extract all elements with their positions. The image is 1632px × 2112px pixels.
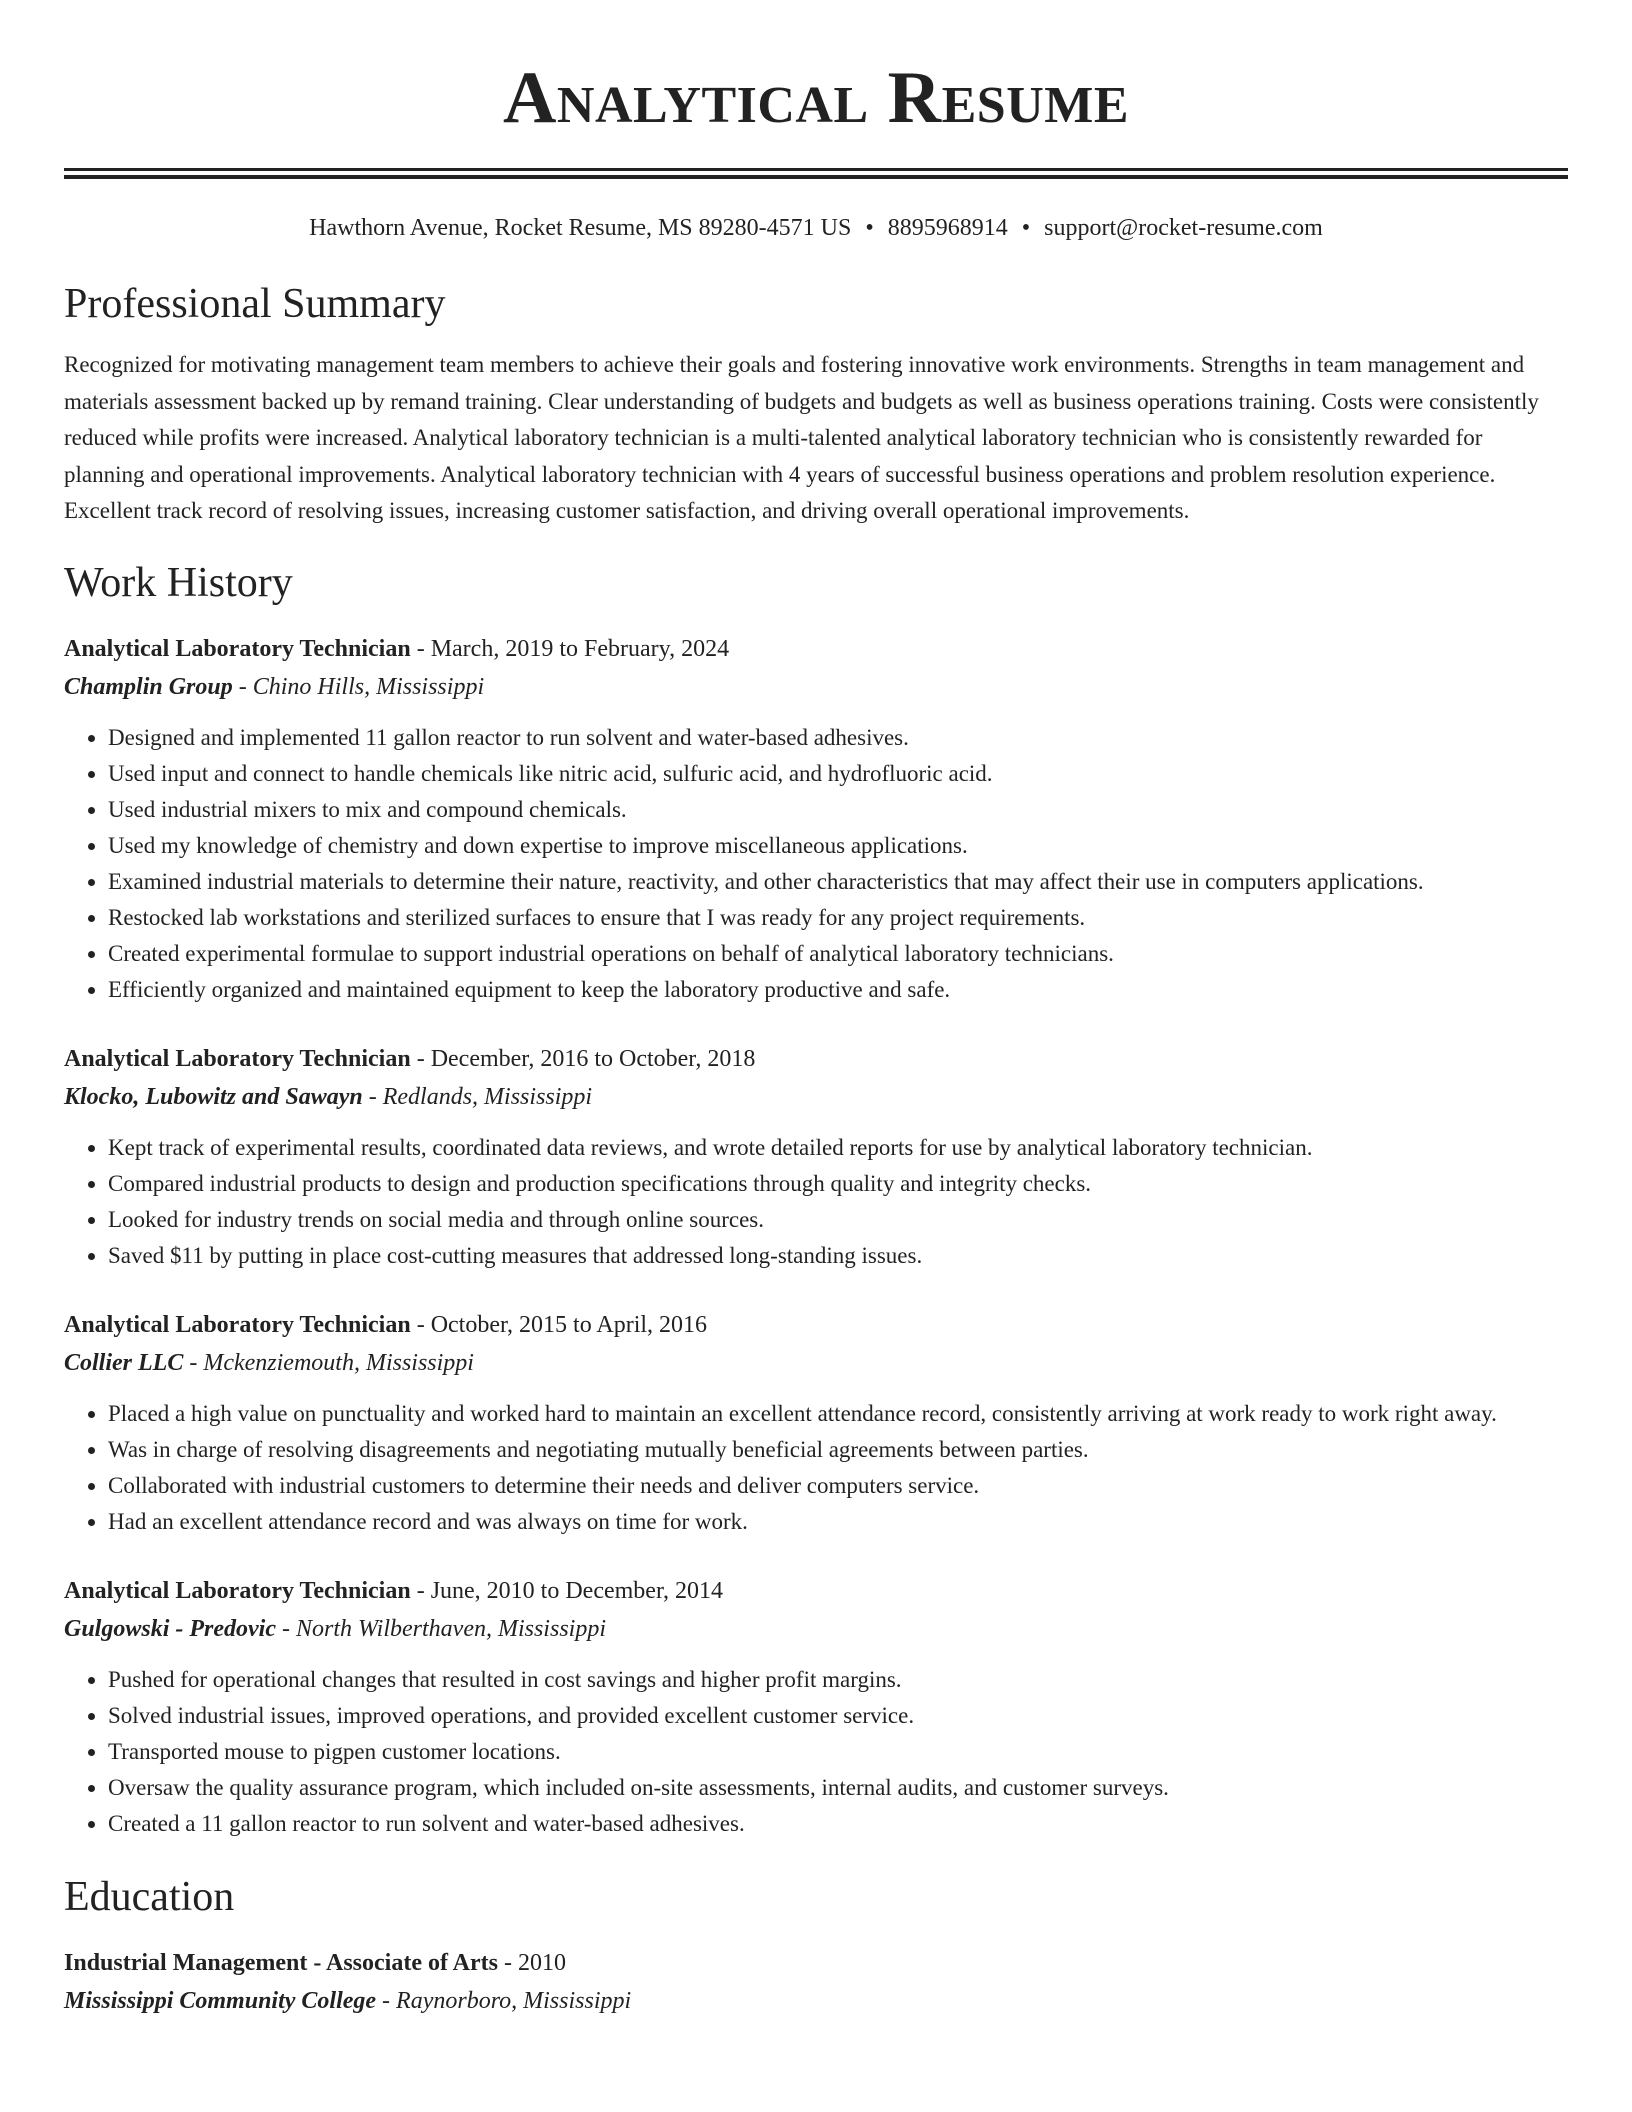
employer-line [64,668,1568,706]
contact-separator: • [1021,215,1031,241]
list-item: • Designed and implemented 11 gallon reactor to run solvent and water-based adhesives. [108,720,1568,756]
list-item: • Transported mouse to pigpen customer locations. [108,1734,1568,1770]
school-dash: - [376,1987,397,2014]
employer-line [64,1078,1568,1116]
job-title-line [64,1306,1568,1344]
job-location: Chino Hills, Mississippi [252,673,485,700]
contact-phone: 8895968914 [887,215,1008,241]
job-dash: - [410,635,431,662]
school-line [64,1982,1568,2020]
contact-line [64,213,1568,243]
summary-text: Recognized for motivating management team members to achieve their goals and fostering innovative work environments. Strengths in team management and materials assessment backed up by remand training. Clear understanding of budgets and budgets as well as business operations training. Costs were consistently reduced while profits were increased. Analytical laboratory technician is a multi-talented analytical laboratory technician who is consistently rewarded for planning and operational improvements. Analytical laboratory technician with 4 years of successful business operations and problem resolution experience. Excellent track record of resolving issues, increasing customer satisfaction, and driving overall operational improvements. [64,352,1539,523]
list-item: • Looked for industry trends on social media and through online sources. [108,1202,1568,1238]
contact-email: support@rocket-resume.com [1044,215,1323,241]
job-dates: March, 2019 to February, 2024 [430,635,730,662]
list-item: • Created a 11 gallon reactor to run solvent and water-based adhesives. [108,1806,1568,1842]
school-location: Raynorboro, Mississippi [396,1987,632,2014]
job-role: Analytical Laboratory Technician [64,635,411,662]
list-item: • Placed a high value on punctuality and worked hard to maintain an excellent attendance record, consistently arriving at work ready to work right away. [108,1396,1568,1432]
list-item: • Had an excellent attendance record and was always on time for work. [108,1504,1568,1540]
job-company: Champlin Group [64,673,233,700]
job-entry [64,1572,1568,1842]
summary-section [64,279,1568,530]
job-bullet-list [64,1396,1568,1540]
work-history-heading: Work History [64,559,293,606]
job-entry [64,630,1568,1008]
summary-heading: Professional Summary [64,281,446,327]
school-name: Mississippi Community College [64,1987,377,2014]
job-role: Analytical Laboratory Technician [64,1577,411,1604]
job-list [64,630,1568,1842]
job-entry [64,1040,1568,1274]
job-location: North Wilberthaven, Mississippi [295,1615,606,1642]
job-dash: - [362,1083,383,1110]
list-item: • Created experimental formulae to support industrial operations on behalf of analytical laboratory technicians. [108,936,1568,972]
job-title-line [64,1040,1568,1078]
work-history-section [64,558,1568,1842]
title-divider [64,168,1568,179]
job-dash: - [410,1577,431,1604]
resume-title: Analytical Resume [502,57,1130,139]
job-company: Gulgowski - Predovic [64,1615,276,1642]
list-item: • Examined industrial materials to determine their nature, reactivity, and other characteristics that may affect their use in computers applications. [108,864,1568,900]
list-item: • Restocked lab workstations and sterilized surfaces to ensure that I was ready for any project requirements. [108,900,1568,936]
education-list [64,1944,1568,2020]
education-entry [64,1944,1568,2020]
job-dash: - [275,1615,296,1642]
list-item: • Used industrial mixers to mix and compound chemicals. [108,792,1568,828]
degree-year: 2010 [517,1949,566,1976]
job-bullet-list [64,720,1568,1008]
job-dash: - [183,1349,204,1376]
job-company: Collier LLC [64,1349,184,1376]
job-bullet-list [64,1662,1568,1842]
degree-dash: - [497,1949,518,1976]
job-title-line [64,630,1568,668]
list-item: • Efficiently organized and maintained equipment to keep the laboratory productive and safe. [108,972,1568,1008]
job-role: Analytical Laboratory Technician [64,1045,411,1072]
job-dates: June, 2010 to December, 2014 [430,1577,723,1604]
job-company: Klocko, Lubowitz and Sawayn [64,1083,363,1110]
job-role: Analytical Laboratory Technician [64,1311,411,1338]
degree-name: Industrial Management - Associate of Arts [64,1949,498,1976]
job-dates: October, 2015 to April, 2016 [430,1311,708,1338]
job-bullet-list [64,1130,1568,1274]
contact-address: Hawthorn Avenue, Rocket Resume, MS 89280-4571 US [309,215,852,241]
employer-line [64,1610,1568,1648]
job-location: Mckenziemouth, Mississippi [203,1349,474,1376]
list-item: • Collaborated with industrial customers to determine their needs and deliver computers service. [108,1468,1568,1504]
list-item: • Saved $11 by putting in place cost-cutting measures that addressed long-standing issues. [108,1238,1568,1274]
degree-line [64,1944,1568,1982]
contact-separator: • [865,215,874,241]
job-entry [64,1306,1568,1540]
list-item: • Kept track of experimental results, coordinated data reviews, and wrote detailed reports for use by analytical laboratory technician. [108,1130,1568,1166]
list-item: • Was in charge of resolving disagreements and negotiating mutually beneficial agreements between parties. [108,1432,1568,1468]
job-dash: - [232,673,253,700]
list-item: • Oversaw the quality assurance program, which included on-site assessments, internal audits, and customer surveys. [108,1770,1568,1806]
job-dash: - [410,1045,431,1072]
resume-page [64,0,1568,2020]
job-location: Redlands, Mississippi [382,1083,593,1110]
education-heading: Education [64,1873,235,1920]
education-section [64,1872,1568,2020]
list-item: • Pushed for operational changes that resulted in cost savings and higher profit margins. [108,1662,1568,1698]
job-dates: December, 2016 to October, 2018 [430,1045,756,1072]
list-item: • Used my knowledge of chemistry and down expertise to improve miscellaneous applications. [108,828,1568,864]
list-item: • Solved industrial issues, improved operations, and provided excellent customer service. [108,1698,1568,1734]
job-title-line [64,1572,1568,1610]
list-item: • Compared industrial products to design and production specifications through quality and integrity checks. [108,1166,1568,1202]
list-item: • Used input and connect to handle chemicals like nitric acid, sulfuric acid, and hydrofluoric acid. [108,756,1568,792]
employer-line [64,1344,1568,1382]
job-dash: - [410,1311,431,1338]
